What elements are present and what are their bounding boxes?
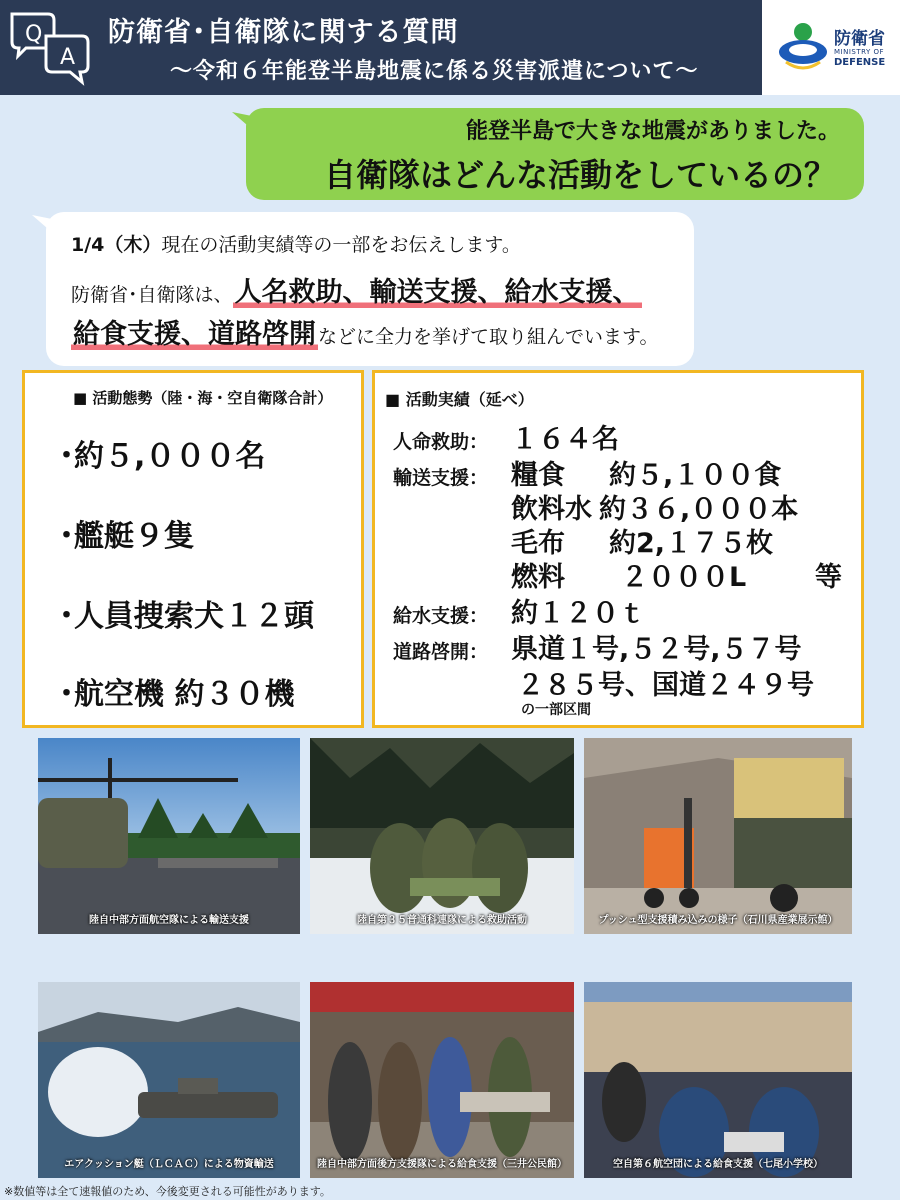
photo-rescue-activity xyxy=(310,738,574,934)
transport-water-name: 飲料水 xyxy=(511,494,592,525)
answer-line2-prefix: 防衛省･自衛隊は、 xyxy=(71,284,233,306)
transport-label: 輸送支援： xyxy=(393,467,489,489)
qa-icon-q: Q xyxy=(25,22,43,47)
photo-caption-6: 空自第６航空団による給食支援（七尾小学校） xyxy=(613,1159,823,1170)
supply-photo-image xyxy=(584,738,852,934)
lcac-photo-image xyxy=(38,982,300,1178)
answer-highlight-1: 人名救助、輸送支援、給水支援、 xyxy=(234,277,640,308)
logo-text-jp: 防衛省 xyxy=(834,29,885,49)
answer-line1-text: 現在の活動実績等の一部をお伝えします。 xyxy=(161,234,521,256)
helicopter-photo-image xyxy=(38,738,300,934)
food-support-photo-image-1 xyxy=(310,982,574,1178)
ministry-logo xyxy=(762,0,900,95)
transport-blanket-amount: 約2,１７５枚 xyxy=(609,528,774,559)
road-label: 道路啓開： xyxy=(393,641,489,663)
road-line1: 県道１号,５２号,５７号 xyxy=(511,634,802,665)
transport-food-name: 糧食 xyxy=(511,460,565,491)
road-line2: ２８５号、国道２４９号 xyxy=(517,670,814,701)
photo-lcac-transport xyxy=(38,982,300,1178)
answer-line2 xyxy=(71,270,642,309)
header-banner xyxy=(0,0,900,95)
qa-speech-icon xyxy=(8,10,92,86)
food-support-photo-image-2 xyxy=(584,982,852,1178)
logo-text-en2: DEFENSE xyxy=(834,57,886,68)
photo-food-support-mitsui xyxy=(310,982,574,1178)
rescue-value: １６４名 xyxy=(511,424,619,455)
photo-caption-4: エアクッション艇（ＬＣＡＣ）による物資輸送 xyxy=(64,1159,274,1170)
footnote: ※数値等は全て速報値のため、今後変更される可能性があります。 xyxy=(4,1185,331,1198)
transport-fuel-amount: ２０００L xyxy=(621,562,747,593)
answer-line3 xyxy=(71,312,658,351)
posture-heading: ■ 活動態勢（陸・海・空自衛隊合計） xyxy=(73,389,333,407)
posture-item-dogs: ･人員捜索犬１２頭 xyxy=(59,599,314,634)
photo-supply-loading xyxy=(584,738,852,934)
posture-item-aircraft: ･航空機 約３０機 xyxy=(59,677,295,712)
transport-food-amount: 約５,１００食 xyxy=(609,460,782,491)
question-line2: 自衛隊はどんな活動をしているの？ xyxy=(323,156,836,194)
photo-helicopter-transport xyxy=(38,738,300,934)
question-line1: 能登半島で大きな地震がありました。 xyxy=(465,119,840,144)
water-label: 給水支援： xyxy=(393,605,489,627)
results-heading: ■ 活動実績（延べ） xyxy=(385,390,534,409)
posture-item-personnel: ･約５,０００名 xyxy=(59,439,266,474)
water-value: 約１２０ｔ xyxy=(511,598,646,629)
photo-food-support-nanao xyxy=(584,982,852,1178)
answer-line3-suffix: などに全力を挙げて取り組んでいます。 xyxy=(318,326,659,348)
road-note: の一部区間 xyxy=(521,702,591,718)
transport-blanket-name: 毛布 xyxy=(511,528,565,559)
question-bubble xyxy=(246,108,864,200)
answer-date: 1/4（木） xyxy=(71,234,162,256)
photo-caption-3: プッシュ型支援積み込みの様子（石川県産業展示館） xyxy=(598,915,838,926)
rescue-label: 人命救助： xyxy=(393,431,489,453)
transport-etc: 等 xyxy=(815,562,842,593)
photo-caption-5: 陸自中部方面後方支援隊による給食支援（三井公民館） xyxy=(317,1159,567,1170)
answer-line1 xyxy=(71,230,521,257)
page-title: 防衛省･自衛隊に関する質問 xyxy=(108,17,459,48)
rescue-photo-image xyxy=(310,738,574,934)
transport-fuel-name: 燃料 xyxy=(511,562,565,593)
posture-item-ships: ･艦艇９隻 xyxy=(59,519,194,554)
transport-water-amount: 約３６,０００本 xyxy=(599,494,799,525)
activity-results-box xyxy=(372,370,864,728)
ministry-emblem-icon xyxy=(776,18,830,74)
photo-caption-2: 陸自第３５普通科連隊による救助活動 xyxy=(357,915,527,926)
qa-icon-a: A xyxy=(60,45,76,70)
page-subtitle: ～令和６年能登半島地震に係る災害派遣について～ xyxy=(170,59,699,84)
activity-posture-box xyxy=(22,370,364,728)
logo-text-en1: MINISTRY OF xyxy=(834,48,885,56)
photo-caption-1: 陸自中部方面航空隊による輸送支援 xyxy=(89,915,249,926)
answer-bubble xyxy=(46,212,694,366)
answer-highlight-2: 給食支援、道路啓開 xyxy=(73,319,316,350)
